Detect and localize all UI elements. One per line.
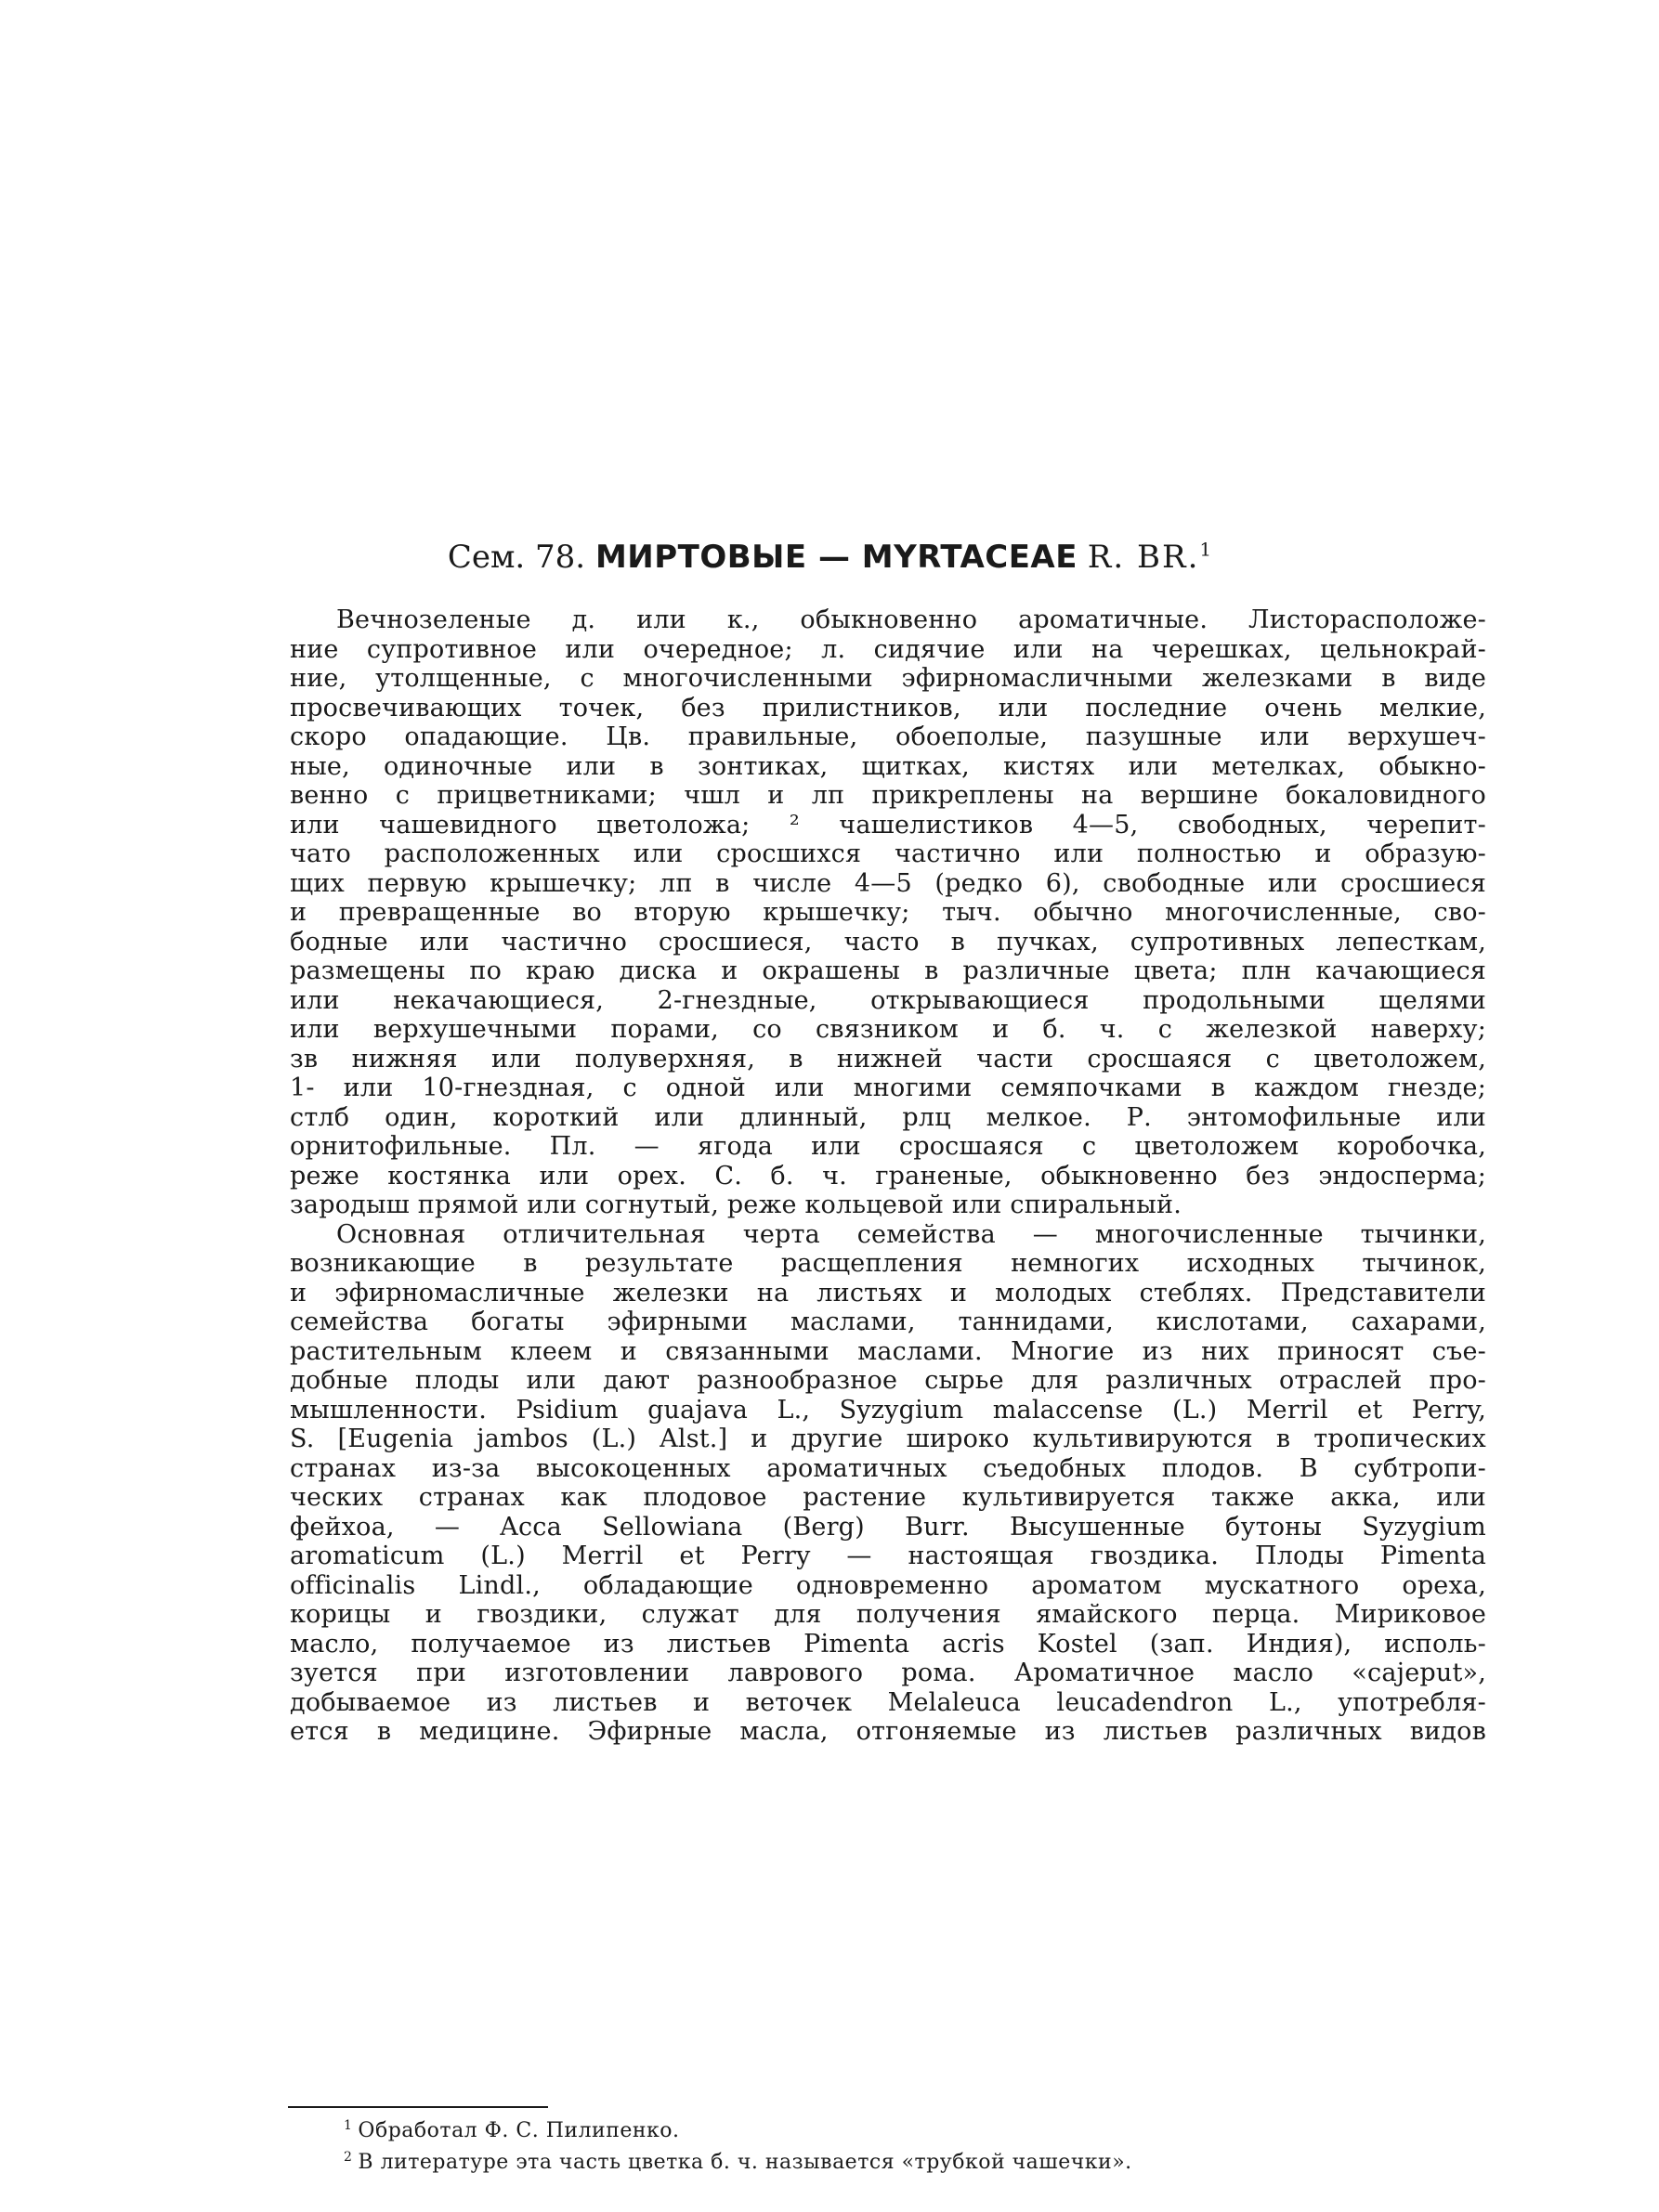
text-line: растительным клеем и связанными маслами. Многие из них приносят съе- [290, 1336, 1486, 1366]
text-line: мышленности. Psidium guajava L., Syzygium malaccense (L.) Merril et Perry, [290, 1395, 1486, 1425]
text-line: добываемое из листьев и веточек Melaleuca leucadendron L., употребля- [290, 1687, 1486, 1717]
heading-number: Сем. 78. [447, 539, 586, 576]
text-line: или верхушечными порами, со связником и б. ч. с железкой наверху; [290, 1015, 1486, 1044]
text-line: ется в медицине. Эфирные масла, отгоняемые из листьев различных видов [290, 1717, 1486, 1746]
heading-author: R. BR. [1087, 539, 1200, 576]
footnote-text: В литературе эта часть цветка б. ч. называется «трубкой чашечки». [358, 2151, 1132, 2174]
text-line: венно с прицветниками; чшл и лп прикреплены на вершине бокаловидного [290, 781, 1486, 810]
text-line: ние, утолщенные, с многочисленными эфирномасличными железками в виде [290, 664, 1486, 693]
footnotes [344, 2115, 1365, 2179]
text-line: корицы и гвоздики, служат для получения ямайского перца. Мириковое [290, 1600, 1486, 1629]
text-line: просвечивающих точек, без прилистников, или последние очень мелкие, [290, 693, 1486, 722]
family-heading [279, 537, 1380, 578]
text-line: бодные или частично сросшиеся, часто в пучках, супротивных лепесткам, [290, 927, 1486, 956]
text-line: щих первую крышечку; лп в числе 4—5 (редко 6), свободные или сросшиеся [290, 868, 1486, 898]
footnote-item [344, 2115, 1365, 2147]
text-line: или чашевидного цветоложа; ² чашелистиков 4—5, свободных, черепит- [290, 810, 1486, 839]
text-line: возникающие в результате расщепления немногих исходных тычинок, [290, 1249, 1486, 1278]
text-line: Вечнозеленые д. или к., обыкновенно ароматичные. Листорасположе- [336, 605, 1486, 634]
heading-family-name: МИРТОВЫЕ — MYRTACEAE [594, 539, 1078, 576]
text-line: aromaticum (L.) Merril et Perry — настоящая гвоздика. Плоды Pimenta [290, 1542, 1486, 1570]
text-line: ные, одиночные или в зонтиках, щитках, кистях или метелках, обыкно- [290, 751, 1486, 781]
text-line: 1- или 10-гнездная, с одной или многими семяпочками в каждом гнезде; [290, 1073, 1486, 1102]
footnote-mark: 2 [344, 2149, 353, 2165]
text-line: чато расположенных или сросшихся частично или полностью и образую- [290, 839, 1486, 868]
footnote-divider [288, 2106, 548, 2108]
body-text [290, 605, 1486, 1747]
footnote-item [344, 2147, 1365, 2179]
text-line: добные плоды или дают разнообразное сырье для различных отраслей про- [290, 1366, 1486, 1395]
text-line: officinalis Lindl., обладающие одновременно ароматом мускатного ореха, [290, 1570, 1486, 1600]
paragraph-description [290, 605, 1486, 1220]
text-line: странах из-за высокоценных ароматичных съедобных плодов. В субтропи- [290, 1453, 1486, 1483]
text-line: S. [Eugenia jambos (L.) Alst.] и другие широко культивируются в тропических [290, 1425, 1486, 1453]
text-line: скоро опадающие. Цв. правильные, обоеполые, пазушные или верхушеч- [290, 722, 1486, 751]
text-line: ние супротивное или очередное; л. сидячие или на черешках, цельнокрай- [290, 634, 1486, 664]
footnote-mark: 1 [344, 2117, 353, 2133]
heading-footnote-mark: 1 [1199, 538, 1212, 561]
text-line: семейства богаты эфирными маслами, таннидами, кислотами, сахарами, [290, 1308, 1486, 1336]
text-line: ческих странах как плодовое растение культивируется также акка, или [290, 1483, 1486, 1512]
text-line: орнитофильные. Пл. — ягода или сросшаяся с цветоложем коробочка, [290, 1132, 1486, 1161]
text-line: и эфирномасличные железки на листьях и молодых стеблях. Представители [290, 1278, 1486, 1308]
text-line: Основная отличительная черта семейства — многочисленные тычинки, [336, 1219, 1486, 1249]
text-line: зв нижняя или полуверхняя, в нижней части сросшаяся с цветоложем, [290, 1044, 1486, 1073]
text-line: стлб один, короткий или длинный, рлц мелкое. Р. энтомофильные или [290, 1102, 1486, 1132]
text-line: зародыш прямой или согнутый, реже кольцевой или спиральный. [290, 1191, 1182, 1219]
text-line: или некачающиеся, 2-гнездные, открывающиеся продольными щелями [290, 985, 1486, 1015]
text-line: зуется при изготовлении лаврового рома. Ароматичное масло «cajeput», [290, 1659, 1486, 1687]
text-line: размещены по краю диска и окрашены в различные цвета; плн качающиеся [290, 956, 1486, 985]
text-line: фейхоа, — Acca Sellowiana (Berg) Burr. Высушенные бутоны Syzygium [290, 1512, 1486, 1542]
footnote-text: Обработал Ф. С. Пилипенко. [358, 2119, 680, 2142]
text-line: масло, получаемое из листьев Pimenta acris Kostel (зап. Индия), исполь- [290, 1629, 1486, 1659]
text-line: и превращенные во вторую крышечку; тыч. обычно многочисленные, сво- [290, 898, 1486, 927]
text-line: реже костянка или орех. С. б. ч. граненые, обыкновенно без эндосперма; [290, 1161, 1486, 1191]
paragraph-significance [290, 1220, 1486, 1747]
